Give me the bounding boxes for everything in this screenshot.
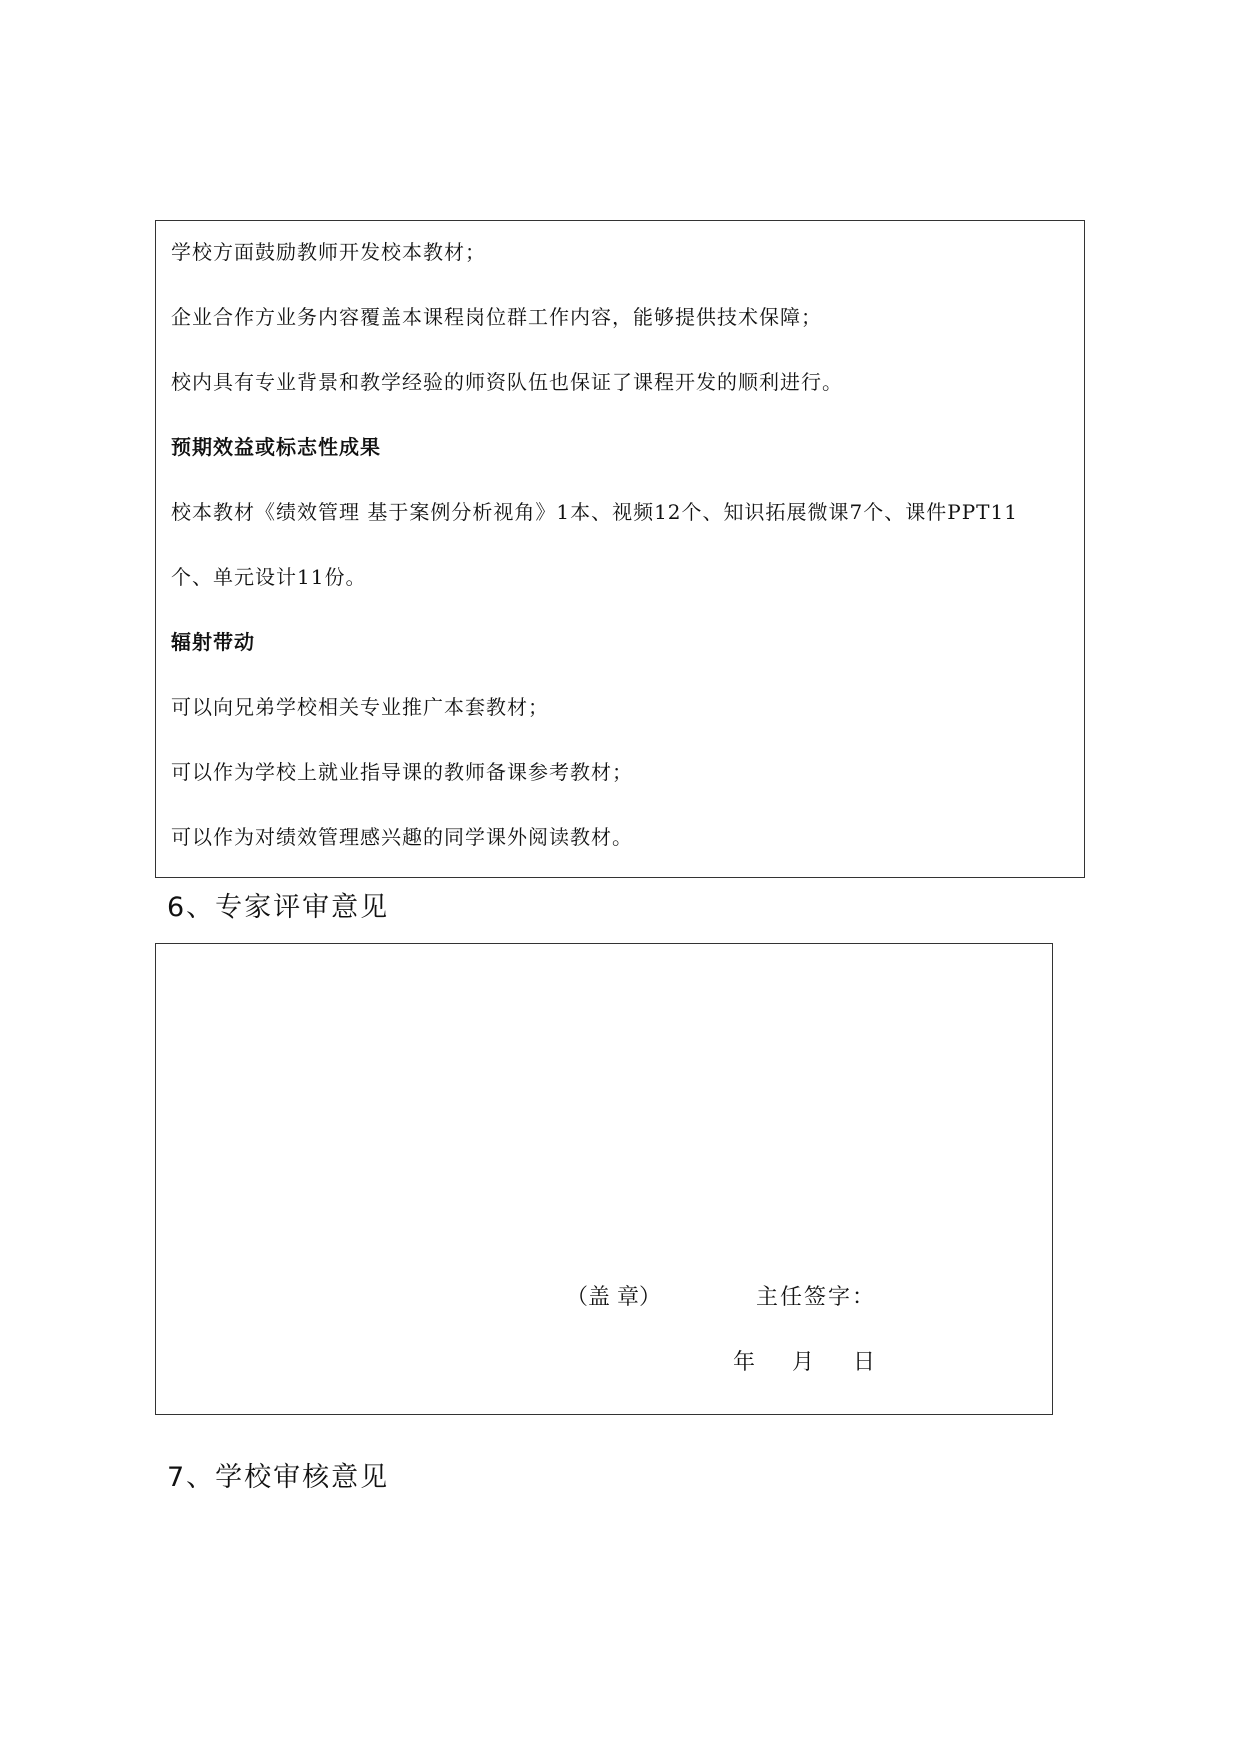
month-label: 月	[792, 1350, 815, 1375]
benefits-text-line-1: 校本教材《绩效管理 基于案例分析视角》1本、视频12个、知识拓展微课7个、课件PPT11	[171, 500, 1018, 524]
benefits-heading: 预期效益或标志性成果	[171, 435, 381, 459]
section-6-heading: 6、专家评审意见	[167, 892, 390, 923]
radiation-line-reference: 可以作为学校上就业指导课的教师备课参考教材；	[171, 760, 633, 784]
benefits-text-line-2: 个、单元设计11份。	[171, 565, 367, 589]
project-content-box	[155, 220, 1085, 878]
condition-line-faculty: 校内具有专业背景和教学经验的师资队伍也保证了课程开发的顺利进行。	[171, 370, 843, 394]
seal-label: （盖 章）	[566, 1285, 661, 1310]
day-label: 日	[853, 1350, 876, 1375]
condition-line-school: 学校方面鼓励教师开发校本教材；	[171, 240, 486, 264]
section-7-heading: 7、学校审核意见	[167, 1462, 390, 1493]
expert-review-box	[155, 943, 1053, 1415]
radiation-line-reading: 可以作为对绩效管理感兴趣的同学课外阅读教材。	[171, 825, 633, 849]
radiation-heading: 辐射带动	[171, 630, 255, 654]
condition-line-enterprise: 企业合作方业务内容覆盖本课程岗位群工作内容，能够提供技术保障；	[171, 305, 822, 329]
year-label: 年	[733, 1350, 756, 1375]
radiation-line-promote: 可以向兄弟学校相关专业推广本套教材；	[171, 695, 549, 719]
director-signature-label: 主任签字：	[756, 1285, 877, 1310]
